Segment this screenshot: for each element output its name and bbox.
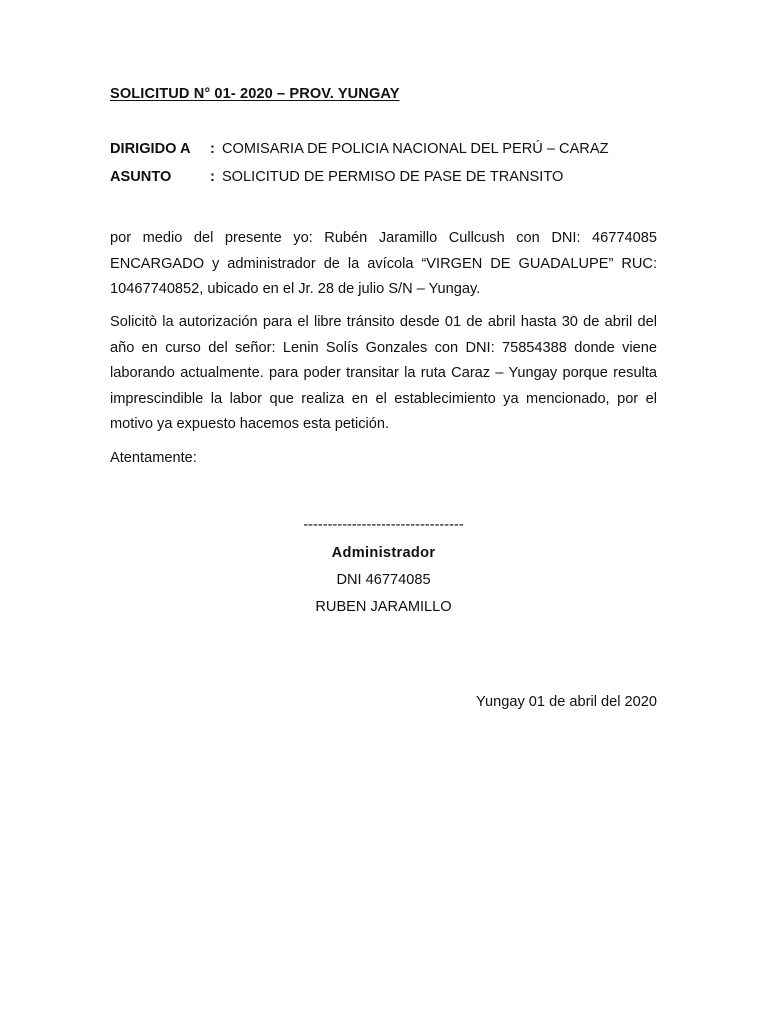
signature-dni: DNI 46774085 xyxy=(336,572,431,588)
signature-line: --------------------------------- xyxy=(303,517,464,533)
addressed-to-value: COMISARIA DE POLICIA NACIONAL DEL PERÚ – CARAZ xyxy=(221,141,609,157)
subject-colon: : xyxy=(210,169,215,185)
subject-row xyxy=(110,169,563,185)
document-title: SOLICITUD N° 01- 2020 – PROV. YUNGAY xyxy=(110,86,400,102)
document-date: Yungay 01 de abril del 2020 xyxy=(476,694,657,710)
body-paragraph-request: Solicitò la autorización para el libre tránsito desde 01 de abril hasta 30 de abril del año en curso del señor: Lenin Solís Gonzales con DNI: 75854388 donde viene laborando actualmente. para poder transitar la ruta Caraz – Yungay porque resulta imprescindible la labor que realiza en el establecimiento ya mencionado, por el motivo ya expuesto hacemos esta petición. xyxy=(110,314,657,432)
addressed-to-colon: : xyxy=(210,141,215,157)
closing-salutation: Atentamente: xyxy=(110,450,197,466)
addressed-to-label: DIRIGIDO A xyxy=(110,141,191,157)
signature-role: Administrador xyxy=(331,545,436,561)
document-page xyxy=(110,0,657,1024)
subject-label: ASUNTO xyxy=(110,169,172,185)
addressed-to-row xyxy=(110,141,609,157)
signature-name: RUBEN JARAMILLO xyxy=(315,599,452,615)
body-paragraph-intro: por medio del presente yo: Rubén Jaramillo Cullcush con DNI: 46774085 ENCARGADO y administrador de la avícola “VIRGEN DE GUADALUPE” RUC: 10467740852, ubicado en el Jr. 28 de julio S/N – Yungay. xyxy=(110,230,657,297)
subject-value: SOLICITUD DE PERMISO DE PASE DE TRANSITO xyxy=(221,169,564,185)
